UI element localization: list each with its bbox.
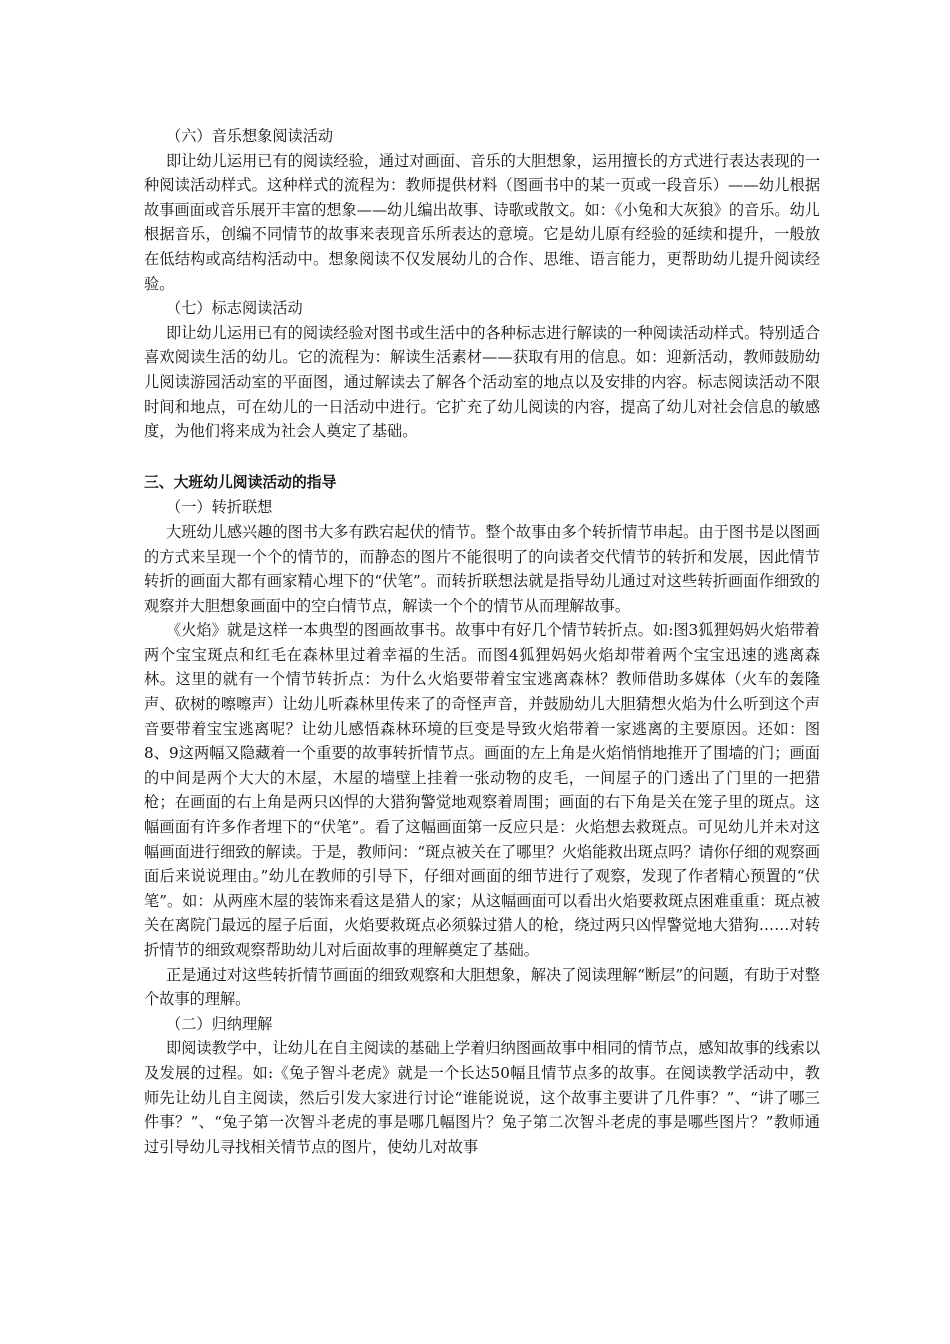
subheading-turning-association: （一）转折联想 (166, 498, 273, 517)
document-page (144, 124, 820, 1159)
paragraph-inductive: 即阅读教学中，让幼儿在自主阅读的基础上学着归纳图画故事中相同的情节点，感知故事的线索以及发展的过程。如:《兔子智斗老虎》就是一个长达50幅且情节点多的故事。在阅读教学活动中，教师先让幼儿自主阅读，然后引发大家进行讨论“谁能说说，这个故事主要讲了几件事？”、“讲了哪三件事？”、“兔子第一次智斗老虎的事是哪几幅图片？兔子第二次智斗老虎的事是哪些图片？”教师通过引导幼儿寻找相关情节点的图片，使幼儿对故事 (144, 1039, 820, 1156)
subheading-sign-reading: （七）标志阅读活动 (166, 299, 303, 318)
section-heading-guidance: 三、大班幼儿阅读活动的指导 (144, 473, 337, 491)
paragraph-flame-example: 《火焰》就是这样一本典型的图画故事书。故事中有好几个情节转折点。如:图3狐狸妈妈火焰带着两个宝宝斑点和红毛在森林里过着幸福的生活。而图4狐狸妈妈火焰却带着两个宝宝迅速的逃离森林。这里的就有一个情节转折点：为什么火焰要带着宝宝逃离森林？教师借助多媒体（火车的轰隆声、砍树的嚓嚓声）让幼儿听森林里传来了的奇怪声音，并鼓励幼儿大胆猜想火焰为什么听到这个声音要带着宝宝逃离呢？让幼儿感悟森林环境的巨变是导致火焰带着一家逃离的主要原因。还如：图8、9这两幅又隐藏着一个重要的故事转折情节点。画面的左上角是火焰悄悄地推开了围墙的门；画面的中间是两个大大的木屋，木屋的墙壁上挂着一张动物的皮毛，一间屋子的门透出了门里的一把猎枪；在画面的右上角是两只凶悍的大猎狗警觉地观察着周围；画面的右下角是关在笼子里的斑点。这幅画面有许多作者埋下的“伏笔”。看了这幅画面第一反应只是：火焰想去救斑点。可见幼儿并未对这幅画面进行细致的解读。于是，教师问：“斑点被关在了哪里？火焰能救出斑点吗？请你仔细的观察画面后来说说理由。”幼儿在教师的引导下，仔细对画面的细节进行了观察，发现了作者精心预置的“伏笔”。如：从两座木屋的装饰来看这是猎人的家；从这幅画面可以看出火焰要救斑点困难重重：斑点被关在离院门最远的屋子后面，火焰要救斑点必须躲过猎人的枪，绕过两只凶悍警觉地大猎狗……对转折情节的细致观察帮助幼儿对后面故事的理解奠定了基础。 (144, 621, 821, 959)
paragraph-turning-intro: 大班幼儿感兴趣的图书大多有跌宕起伏的情节。整个故事由多个转折情节串起。由于图书是以图画的方式来呈现一个个的情节的，而静态的图片不能很明了的向读者交代情节的转折和发展，因此情节转折的画面大都有画家精心埋下的“伏笔”。而转折联想法就是指导幼儿通过对这些转折画面作细致的观察并大胆想象画面中的空白情节点，解读一个个的情节从而理解故事。 (144, 522, 820, 615)
paragraph-music-imagination: 即让幼儿运用已有的阅读经验，通过对画面、音乐的大胆想象，运用擅长的方式进行表达表现的一种阅读活动样式。这种样式的流程为：教师提供材料（图画书中的某一页或一段音乐）——幼儿根据故事画面或音乐展开丰富的想象——幼儿编出故事、诗歌或散文。如：《小兔和大灰狼》的音乐。幼儿根据音乐，创编不同情节的故事来表现音乐所表达的意境。它是幼儿原有经验的延续和提升，一般放在低结构或高结构活动中。想象阅读不仅发展幼儿的合作、思维、语言能力，更帮助幼儿提升阅读经验。 (144, 151, 820, 293)
paragraph-sign-reading: 即让幼儿运用已有的阅读经验对图书或生活中的各种标志进行解读的一种阅读活动样式。特别适合喜欢阅读生活的幼儿。它的流程为：解读生活素材——获取有用的信息。如：迎新活动，教师鼓励幼儿阅读游园活动室的平面图，通过解读去了解各个活动室的地点以及安排的内容。标志阅读活动不限时间和地点，可在幼儿的一日活动中进行。它扩充了幼儿阅读的内容，提高了幼儿对社会信息的敏感度，为他们将来成为社会人奠定了基础。 (144, 323, 820, 441)
subheading-inductive-understanding: （二）归纳理解 (166, 1014, 273, 1033)
paragraph-turning-summary: 正是通过对这些转折情节画面的细致观察和大胆想象，解决了阅读理解“断层”的问题，有助于对整个故事的理解。 (144, 965, 820, 1009)
subheading-music-imagination: （六）音乐想象阅读活动 (166, 127, 334, 145)
